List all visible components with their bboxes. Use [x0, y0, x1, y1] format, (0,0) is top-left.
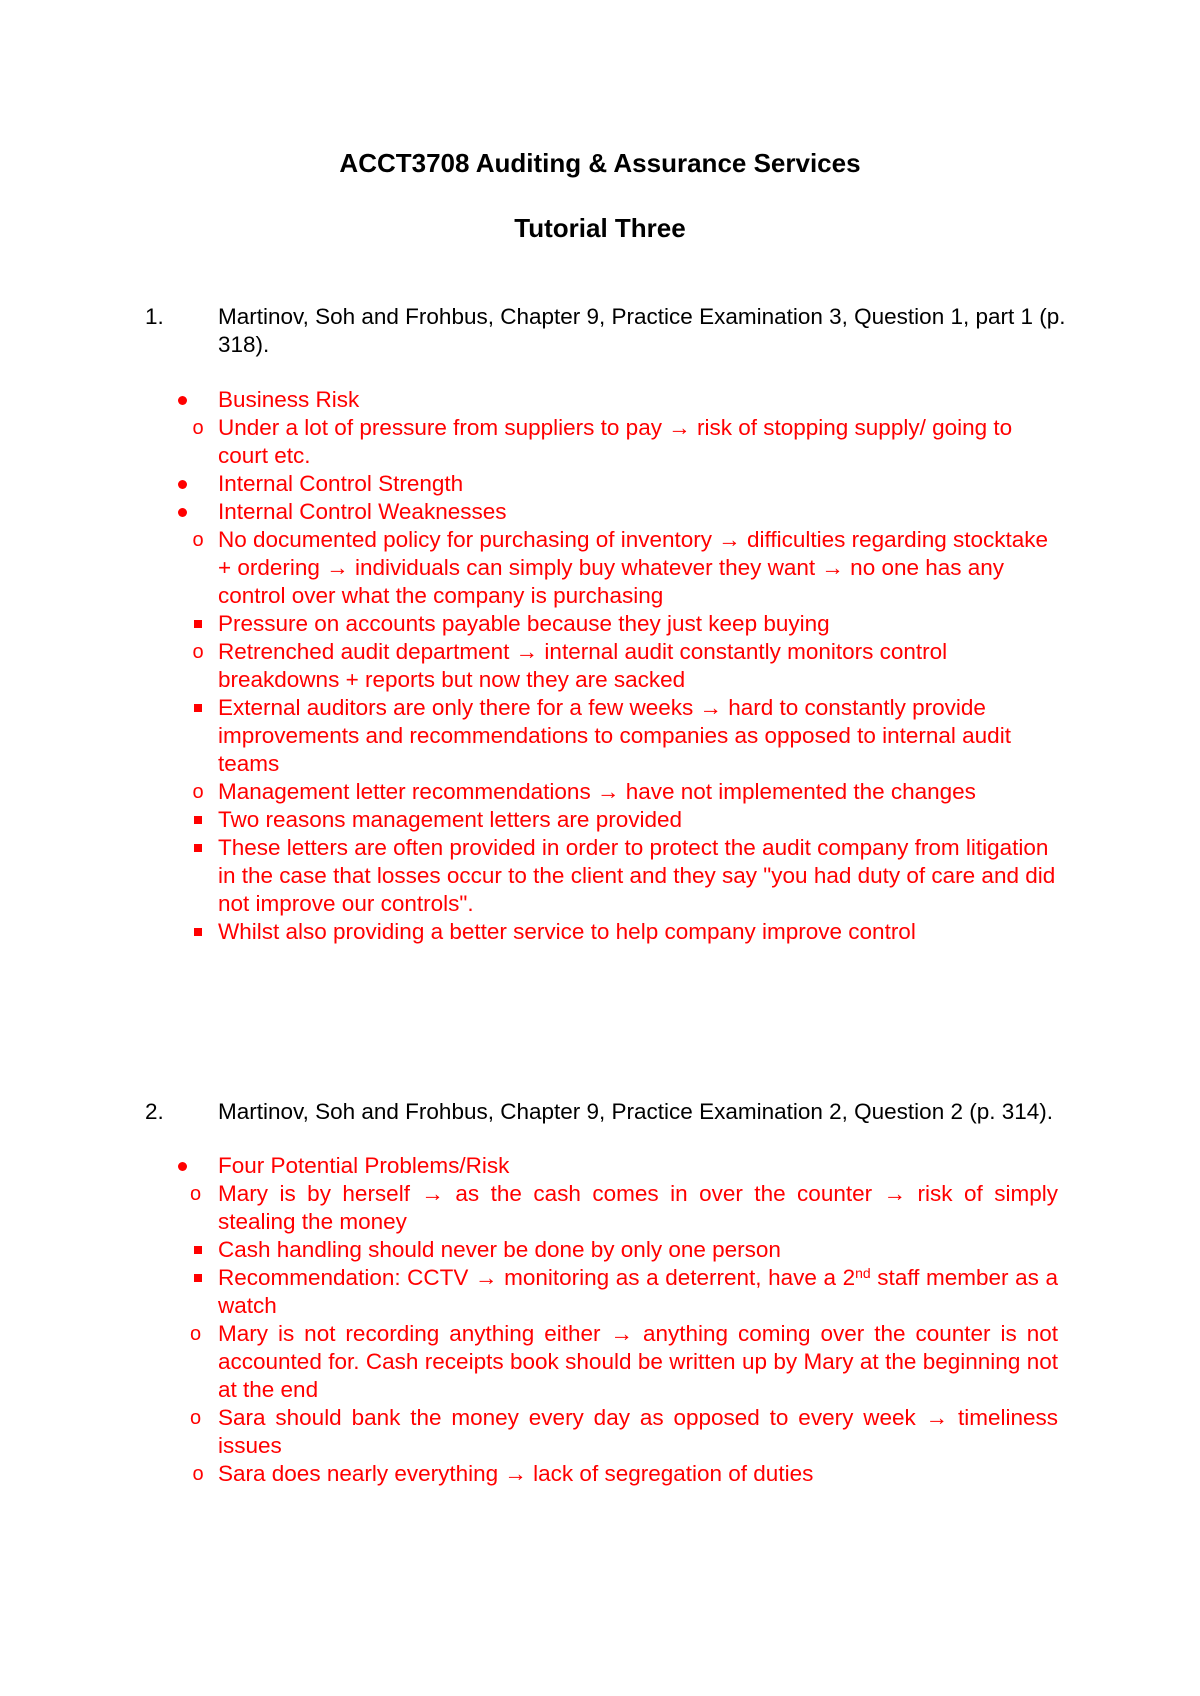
bullet-dot-icon	[178, 480, 187, 489]
bullet-o-icon: o	[190, 1407, 202, 1429]
answer-list-2	[0, 1152, 1200, 1488]
bullet-square-icon	[194, 620, 202, 628]
bullet-square-icon	[194, 1246, 202, 1254]
document-subtitle: Tutorial Three	[514, 213, 686, 243]
bullet-dot-icon	[178, 1162, 187, 1171]
question-text: Martinov, Soh and Frohbus, Chapter 9, Practice Examination 3, Question 1, part 1 (p. 318).	[218, 304, 1066, 357]
list-item: o Retrenched audit department → internal audit constantly monitors control breakdowns + reports but now they are sacked External auditors are only there for a few weeks → hard to constantly provide improvements and recommendations to companies as opposed to internal audit teams	[146, 638, 1058, 778]
bullet-square-icon	[194, 704, 202, 712]
list-item: Internal Control Weaknesses o No documented policy for purchasing of inventory → difficulties regarding stocktake + ordering → individuals can simply buy whatever they want → no one has any control over what the company is purchasing Pressure on accounts payable because they just keep buying o Retrenched audit department → internal audit constantly monitors control breakdowns + reports but now they are sacked External auditors are only there for a few weeks → hard to constantly provide improvements and recommendations to companies as opposed to internal audit teams o Management letter recommendations → have not implemented the changes Two reasons management letters are provided These letters are often provided in order to protect the audit company from litigation in the case that losses occur to the client and they say "you had duty of care and did not improve our controls". Whilst also providing a better service to help company improve control	[0, 498, 1058, 946]
bullet-o-icon: o	[190, 1183, 202, 1205]
list-item: o Mary is not recording anything either → anything coming over the counter is not accounted for. Cash receipts book should be written up by Mary at the beginning not at the end	[190, 1321, 1058, 1402]
question-number: 2.	[145, 1099, 164, 1124]
bullet-dot-icon	[178, 508, 187, 517]
list-item: These letters are often provided in order to protect the audit company from litigation in the case that losses occur to the client and they say "you had duty of care and did not improve our controls".	[146, 834, 1058, 918]
bullet-o-icon: o	[192, 1463, 204, 1485]
list-item: o Management letter recommendations → have not implemented the changes Two reasons management letters are provided These letters are often provided in order to protect the audit company from litigation in the case that losses occur to the client and they say "you had duty of care and did not improve our controls". Whilst also providing a better service to help company improve control	[146, 778, 1058, 946]
bullet-o-icon: o	[192, 641, 204, 663]
list-item: External auditors are only there for a few weeks → hard to constantly provide improvements and recommendations to companies as opposed to internal audit teams	[146, 694, 1058, 778]
list-item: o Mary is by herself → as the cash comes in over the counter → risk of simply stealing the money Cash handling should never be done by only one person Recommendation: CCTV → monitoring as a deterrent, have a 2nd staff member as a watch	[146, 1180, 1058, 1320]
list-item: o Under a lot of pressure from suppliers to pay → risk of stopping supply/ going to court etc.	[146, 414, 1058, 470]
bullet-o-icon: o	[192, 417, 204, 439]
answer-list-1	[0, 386, 1200, 946]
list-item: Four Potential Problems/Risk o Mary is by herself → as the cash comes in over the counter → risk of simply stealing the money Cash handling should never be done by only one person Recommendation: CCTV → monitoring as a deterrent, have a 2nd staff member as a watch o Mary is not recording anything either → anything coming over the counter is not accounted for. Cash receipts book should be written up by Mary at the beginning not at the end o Sara should bank the money every day as opposed to every week → timeliness issues o Sara does nearly everything → lack of segregation of duties	[0, 1152, 1058, 1488]
bullet-square-icon	[194, 928, 202, 936]
list-item: Business Risk o Under a lot of pressure from suppliers to pay → risk of stopping supply/ going to court etc.	[0, 386, 1058, 470]
question-number: 1.	[145, 304, 164, 329]
bullet-square-icon	[194, 816, 202, 824]
list-item: Pressure on accounts payable because they just keep buying	[146, 610, 1058, 638]
list-item: Internal Control Strength	[0, 470, 1058, 498]
list-item: Cash handling should never be done by only one person	[146, 1236, 1058, 1264]
document-title: ACCT3708 Auditing & Assurance Services	[339, 148, 861, 178]
question-1	[145, 303, 1075, 359]
list-item: Two reasons management letters are provided	[146, 806, 1058, 834]
bullet-square-icon	[194, 1274, 202, 1282]
list-item: Recommendation: CCTV → monitoring as a deterrent, have a 2nd staff member as a watch	[146, 1264, 1058, 1320]
list-item: o No documented policy for purchasing of inventory → difficulties regarding stocktake + ordering → individuals can simply buy whatever they want → no one has any control over what the company is purchasing Pressure on accounts payable because they just keep buying	[146, 526, 1058, 638]
bullet-dot-icon	[178, 396, 187, 405]
bullet-o-icon: o	[192, 529, 204, 551]
list-item: o Sara should bank the money every day as opposed to every week → timeliness issues	[190, 1405, 1058, 1458]
bullet-o-icon: o	[190, 1323, 202, 1345]
list-item: Whilst also providing a better service to help company improve control	[146, 918, 1058, 946]
bullet-o-icon: o	[192, 781, 204, 803]
question-text: Martinov, Soh and Frohbus, Chapter 9, Practice Examination 2, Question 2 (p. 314).	[218, 1099, 1054, 1124]
list-item: o Sara does nearly everything → lack of segregation of duties	[146, 1460, 1058, 1488]
question-2	[145, 1098, 1075, 1126]
bullet-square-icon	[194, 844, 202, 852]
